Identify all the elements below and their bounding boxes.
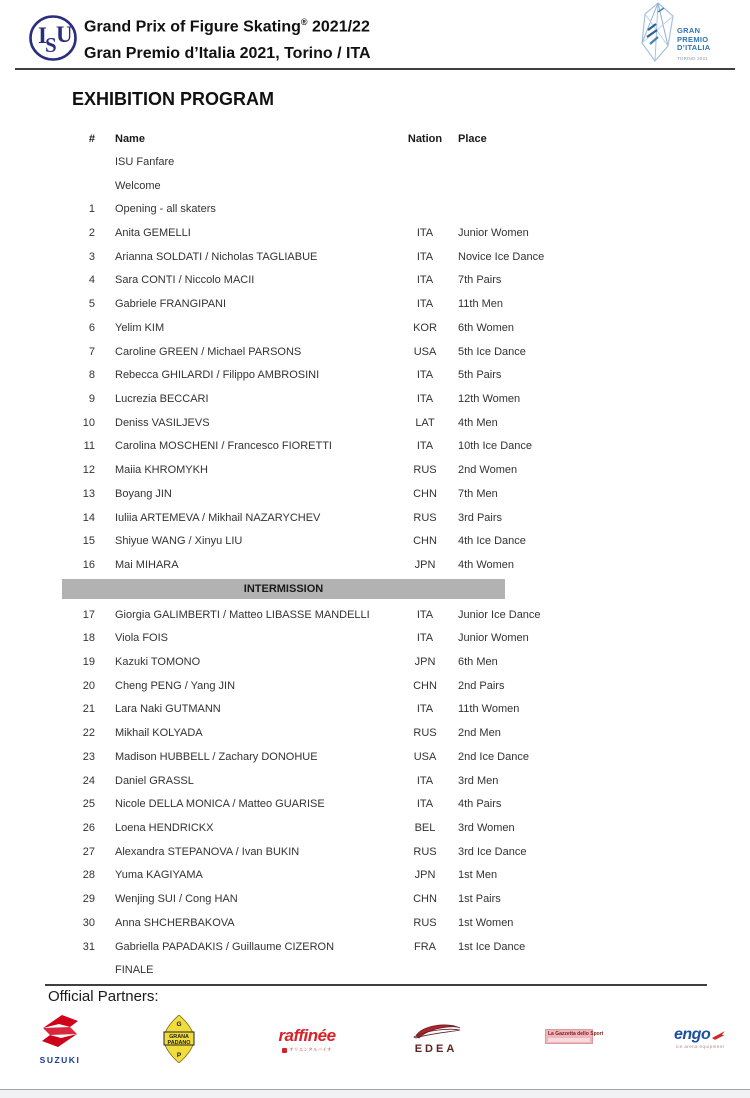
- cell-nation: JPN: [414, 559, 436, 572]
- program-row: [62, 603, 620, 627]
- cell-name: Mai MIHARA: [115, 559, 179, 572]
- cell-nation: ITA: [416, 798, 434, 811]
- cell-nation: ITA: [416, 608, 434, 621]
- cell-num: 27: [82, 845, 95, 858]
- cell-name: Kazuki TOMONO: [115, 655, 201, 668]
- program-row: [62, 458, 620, 482]
- program-row: [62, 150, 620, 174]
- cell-place: 3rd Pairs: [458, 511, 503, 524]
- cell-nation: ITA: [416, 250, 434, 263]
- cell-place: 2nd Women: [458, 464, 518, 477]
- cell-place: 4th Pairs: [458, 798, 502, 811]
- program-row: [62, 245, 620, 269]
- cell-name: FINALE: [115, 964, 154, 977]
- program-row: [62, 174, 620, 198]
- gazzetta-box: [545, 1029, 604, 1044]
- program-table-body: [62, 150, 620, 982]
- cell-nation: CHN: [413, 893, 437, 906]
- cell-place: 7th Men: [458, 487, 498, 500]
- cell-nation: ITA: [416, 774, 434, 787]
- engo-flag-icon: [712, 1029, 726, 1041]
- svg-text:G: G: [176, 1021, 182, 1028]
- cell-num: 23: [82, 750, 95, 763]
- cell-place: 6th Women: [458, 321, 515, 334]
- isu-oval-icon: [29, 14, 77, 62]
- raffinee-mark-icon: [282, 1048, 287, 1053]
- svg-text:P: P: [176, 1052, 182, 1059]
- cell-place: 1st Men: [458, 869, 498, 882]
- program-row: [62, 769, 620, 793]
- cell-nation: RUS: [413, 511, 437, 524]
- cell-name: ISU Fanfare: [115, 155, 175, 168]
- cell-name: Lara Naki GUTMANN: [115, 703, 221, 716]
- cell-name: Yelim KIM: [115, 321, 165, 334]
- cell-nation: ITA: [416, 703, 434, 716]
- program-row: [62, 650, 620, 674]
- cell-place: 6th Men: [458, 655, 498, 668]
- gazzetta-logo: [545, 1029, 604, 1044]
- engo-logo: [674, 1026, 726, 1049]
- program-row: [62, 674, 620, 698]
- cell-name: Iuliia ARTEMEVA / Mikhail NAZARYCHEV: [115, 511, 321, 524]
- cell-name: Yuma KAGIYAMA: [115, 869, 203, 882]
- crystal-icon: [636, 2, 680, 64]
- cell-place: 7th Pairs: [458, 274, 502, 287]
- cell-name: Sara CONTI / Niccolo MACII: [115, 274, 255, 287]
- program-row: [62, 816, 620, 840]
- grana-padano-icon: [162, 1015, 196, 1063]
- cell-place: 11th Women: [458, 703, 520, 716]
- cell-place: 4th Women: [458, 559, 515, 572]
- program-row: [62, 887, 620, 911]
- cell-num: 10: [82, 416, 95, 429]
- cell-nation: KOR: [413, 321, 437, 334]
- cell-num: 31: [82, 940, 95, 953]
- program-row: [62, 411, 620, 435]
- cell-nation: JPN: [414, 869, 436, 882]
- cell-name: Shiyue WANG / Xinyu LIU: [115, 535, 243, 548]
- cell-place: 2nd Men: [458, 727, 501, 740]
- raffinee-subtext: オリエンタルバイオ: [272, 1047, 342, 1053]
- cell-num: 11: [83, 440, 95, 453]
- registered-mark: ®: [300, 17, 308, 27]
- cell-name: Gabriele FRANGIPANI: [115, 298, 227, 311]
- cell-num: 2: [88, 227, 95, 240]
- cell-num: 15: [82, 535, 95, 548]
- cell-num: 22: [82, 727, 95, 740]
- program-row: [62, 721, 620, 745]
- program-row: [62, 435, 620, 459]
- cell-nation: USA: [413, 345, 437, 358]
- cell-nation: CHN: [413, 487, 437, 500]
- cell-place: 2nd Ice Dance: [458, 750, 529, 763]
- cell-nation: USA: [413, 750, 437, 763]
- footer-divider: [45, 984, 707, 986]
- gran-premio-wordmark: GRAN PREMIO D’ITALIA TORINO 2021: [677, 27, 711, 63]
- program-row: [62, 292, 620, 316]
- cell-num: 19: [82, 655, 95, 668]
- cell-place: 3rd Men: [458, 774, 499, 787]
- engo-subtext: ice arena equipment: [675, 1044, 725, 1049]
- cell-num: 28: [82, 869, 95, 882]
- cell-place: Junior Women: [458, 632, 529, 645]
- cell-nation: BEL: [414, 821, 436, 834]
- suzuki-s-icon: [40, 1013, 80, 1049]
- cell-num: 4: [88, 274, 95, 287]
- cell-name: Wenjing SUI / Cong HAN: [115, 893, 238, 906]
- intermission-bar: INTERMISSION: [62, 579, 505, 599]
- page-bottom-edge: [0, 1089, 750, 1098]
- program-row: [62, 221, 620, 245]
- program-row: [62, 626, 620, 650]
- cell-num: 18: [82, 632, 95, 645]
- cell-num: 13: [82, 487, 95, 500]
- program-row: [62, 482, 620, 506]
- svg-text:U: U: [56, 22, 73, 47]
- cell-place: 11th Men: [458, 298, 504, 311]
- cell-nation: ITA: [416, 632, 434, 645]
- title-line-1: Grand Prix of Figure Skating® 2021/22: [84, 17, 370, 36]
- cell-name: Nicole DELLA MONICA / Matteo GUARISE: [115, 798, 325, 811]
- svg-text:I: I: [38, 23, 47, 48]
- program-row: [62, 340, 620, 364]
- gran-premio-logo: [636, 2, 746, 66]
- cell-place: 3rd Ice Dance: [458, 845, 527, 858]
- cell-nation: ITA: [416, 440, 434, 453]
- engo-wordmark: engo: [674, 1026, 711, 1043]
- cell-num: 29: [82, 893, 95, 906]
- cell-place: 5th Ice Dance: [458, 345, 526, 358]
- official-partners-label: Official Partners:: [48, 988, 159, 1005]
- svg-text:S: S: [45, 33, 57, 57]
- cell-name: Anna SHCHERBAKOVA: [115, 916, 235, 929]
- cell-num: 8: [88, 369, 95, 382]
- program-row: [62, 958, 620, 982]
- cell-place: 1st Pairs: [458, 893, 501, 906]
- column-header-num: #: [88, 133, 95, 145]
- cell-nation: LAT: [415, 416, 435, 429]
- cell-name: Alexandra STEPANOVA / Ivan BUKIN: [115, 845, 300, 858]
- cell-num: 1: [88, 203, 95, 216]
- cell-num: 7: [88, 345, 95, 358]
- cell-place: 3rd Women: [458, 821, 515, 834]
- edea-logo: [408, 1022, 464, 1055]
- program-row: [62, 745, 620, 769]
- column-header-nation: Nation: [407, 133, 443, 145]
- edea-swoosh-icon: [410, 1022, 462, 1040]
- cell-nation: ITA: [416, 393, 434, 406]
- raffinee-logo: [272, 1026, 342, 1053]
- cell-num: 9: [88, 393, 95, 406]
- cell-nation: ITA: [416, 298, 434, 311]
- cell-name: Deniss VASILJEVS: [115, 416, 210, 429]
- cell-num: 26: [82, 821, 95, 834]
- program-row: [62, 911, 620, 935]
- cell-name: Opening - all skaters: [115, 203, 216, 216]
- program-row: [62, 935, 620, 959]
- cell-name: Madison HUBBELL / Zachary DONOHUE: [115, 750, 318, 763]
- cell-num: 5: [88, 298, 95, 311]
- program-row: [62, 506, 620, 530]
- cell-place: 2nd Pairs: [458, 679, 505, 692]
- cell-nation: FRA: [414, 940, 436, 953]
- cell-name: Mikhail KOLYADA: [115, 727, 203, 740]
- intermission-row: [62, 579, 620, 603]
- svg-text:PADANO: PADANO: [167, 1040, 191, 1046]
- program-table-header: [62, 128, 620, 150]
- cell-place: 12th Women: [458, 393, 521, 406]
- cell-num: 20: [82, 679, 95, 692]
- cell-nation: ITA: [416, 227, 434, 240]
- cell-nation: CHN: [413, 535, 437, 548]
- cell-name: Viola FOIS: [115, 632, 168, 645]
- cell-num: 16: [82, 559, 95, 572]
- cell-num: 14: [82, 511, 95, 524]
- cell-name: Rebecca GHILARDI / Filippo AMBROSINI: [115, 369, 320, 382]
- cell-num: 25: [82, 798, 95, 811]
- program-row: [62, 197, 620, 221]
- program-row: [62, 840, 620, 864]
- gazzetta-strip: [548, 1038, 590, 1042]
- program-row: [62, 530, 620, 554]
- column-header-name: Name: [115, 133, 145, 145]
- cell-name: Giorgia GALIMBERTI / Matteo LIBASSE MANDELLI: [115, 608, 370, 621]
- gran-premio-sub: TORINO 2021: [677, 55, 708, 61]
- cell-name: Maiia KHROMYKH: [115, 464, 208, 477]
- cell-name: Anita GEMELLI: [115, 227, 191, 240]
- cell-place: 10th Ice Dance: [458, 440, 532, 453]
- cell-name: Cheng PENG / Yang JIN: [115, 679, 236, 692]
- cell-num: 24: [82, 774, 95, 787]
- program-row: [62, 269, 620, 293]
- cell-name: Caroline GREEN / Michael PARSONS: [115, 345, 302, 358]
- cell-num: 30: [82, 916, 95, 929]
- program-row: [62, 698, 620, 722]
- cell-nation: ITA: [416, 274, 434, 287]
- cell-place: Junior Women: [458, 227, 529, 240]
- cell-nation: RUS: [413, 845, 437, 858]
- cell-place: 1st Women: [458, 916, 514, 929]
- isu-logo: [29, 14, 77, 62]
- page-title: EXHIBITION PROGRAM: [72, 89, 275, 109]
- title-line-2: Gran Premio d’Italia 2021, Torino / ITA: [84, 45, 371, 63]
- cell-nation: RUS: [413, 916, 437, 929]
- suzuki-wordmark: SUZUKI: [39, 1055, 81, 1065]
- cell-num: 3: [88, 250, 95, 263]
- program-row: [62, 553, 620, 577]
- svg-text:GRANA: GRANA: [169, 1034, 189, 1040]
- header-divider: [15, 68, 735, 70]
- grana-padano-logo: [162, 1015, 196, 1068]
- cell-place: Junior Ice Dance: [458, 608, 541, 621]
- cell-nation: JPN: [414, 655, 436, 668]
- cell-nation: ITA: [416, 369, 434, 382]
- cell-name: Loena HENDRICKX: [115, 821, 214, 834]
- program-row: [62, 363, 620, 387]
- program-row: [62, 316, 620, 340]
- suzuki-logo: [36, 1013, 84, 1065]
- cell-name: Arianna SOLDATI / Nicholas TAGLIABUE: [115, 250, 318, 263]
- cell-place: 1st Ice Dance: [458, 940, 526, 953]
- cell-nation: CHN: [413, 679, 437, 692]
- cell-place: 5th Pairs: [458, 369, 502, 382]
- cell-nation: RUS: [413, 464, 437, 477]
- cell-num: 21: [82, 703, 95, 716]
- column-header-place: Place: [458, 133, 487, 145]
- gazzetta-wordmark: La Gazzetta dello Sport: [548, 1031, 604, 1037]
- cell-place: 4th Men: [458, 416, 498, 429]
- cell-num: 17: [82, 608, 95, 621]
- event-titles: [84, 9, 371, 67]
- cell-name: Welcome: [115, 179, 161, 192]
- cell-place: Novice Ice Dance: [458, 250, 545, 263]
- cell-name: Gabriella PAPADAKIS / Guillaume CIZERON: [115, 940, 335, 953]
- cell-name: Boyang JIN: [115, 487, 172, 500]
- raffinee-wordmark: raffinée: [278, 1026, 336, 1045]
- edea-wordmark: EDEA: [414, 1043, 458, 1055]
- cell-nation: RUS: [413, 727, 437, 740]
- cell-name: Carolina MOSCHENI / Francesco FIORETTI: [115, 440, 332, 453]
- cell-place: 4th Ice Dance: [458, 535, 526, 548]
- cell-name: Daniel GRASSL: [115, 774, 194, 787]
- program-row: [62, 864, 620, 888]
- cell-name: Lucrezia BECCARI: [115, 393, 209, 406]
- cell-num: 12: [82, 464, 95, 477]
- program-row: [62, 792, 620, 816]
- cell-num: 6: [88, 321, 95, 334]
- program-row: [62, 387, 620, 411]
